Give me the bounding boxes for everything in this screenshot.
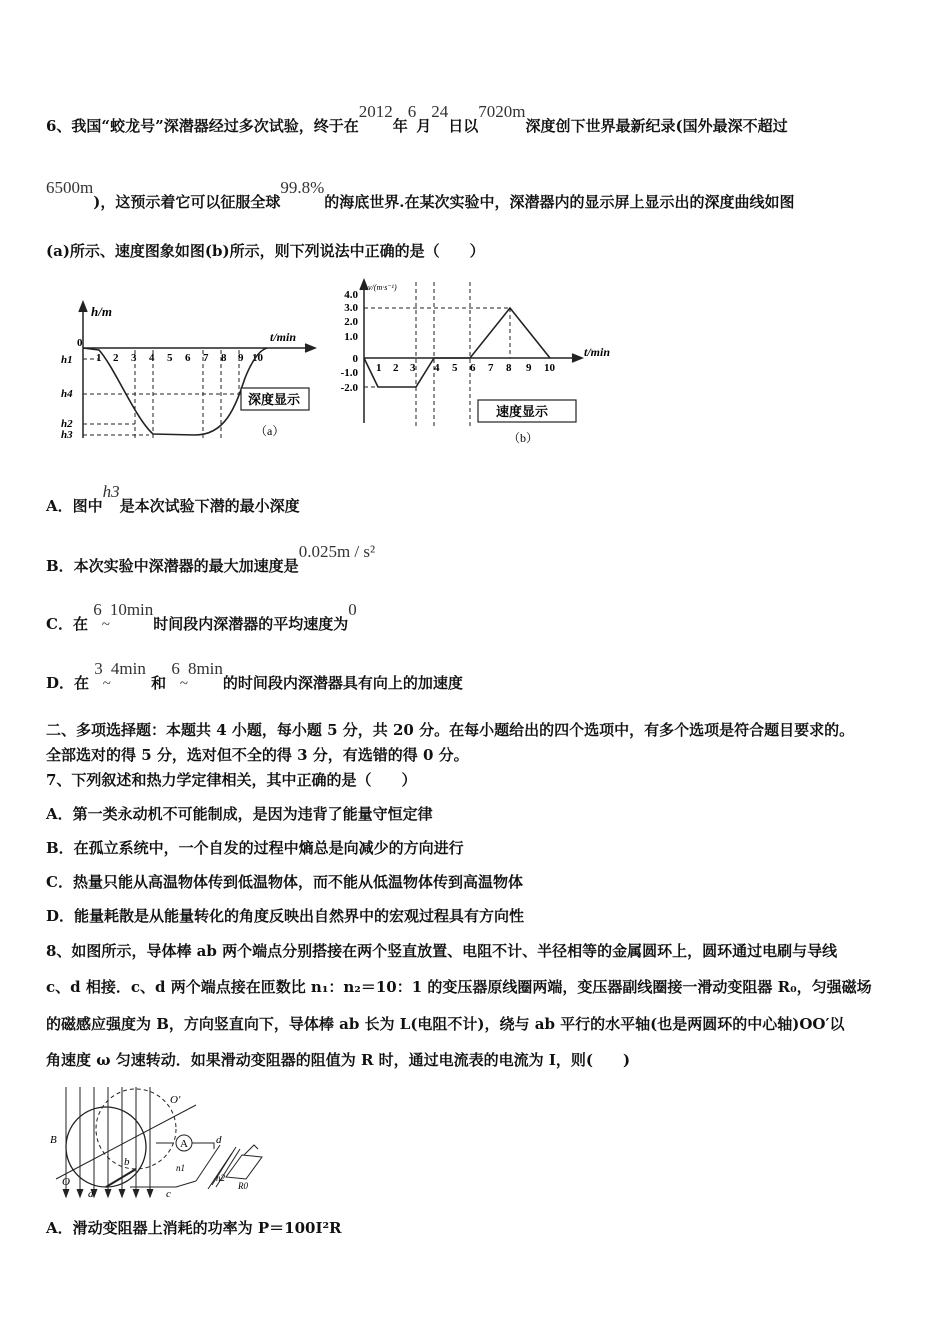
- label-O-prime: O′: [170, 1094, 181, 1106]
- q6-line3: (a)所示、速度图象如图(b)所示，则下列说法中正确的是（ ）: [46, 242, 485, 260]
- section2-line1: 二、多项选择题：本题共 4 小题，每小题 5 分，共 20 分。在每小题给出的四个选项中，有多个选项是符合题目要求的。: [46, 721, 855, 739]
- fig-a-ylabel: h/m: [91, 304, 112, 319]
- q8-option-a: A．滑动变阻器上消耗的功率为 P＝100I²R: [46, 1219, 342, 1237]
- magnetic-field-lines: [63, 1087, 153, 1197]
- q7-option-a: A．第一类永动机不可能制成，是因为违背了能量守恒定律: [46, 805, 433, 823]
- fig-b-xtick: 10: [544, 362, 555, 374]
- q6-option-b: B．本次实验中深潜器的最大加速度是0.025m / s²: [46, 542, 376, 575]
- fig-b-xtick: 9: [526, 362, 532, 374]
- fig-a-box-label: 深度显示: [248, 392, 301, 407]
- section2-line2: 全部选对的得 5 分，选对但不全的得 3 分，有选错的得 0 分。: [46, 746, 469, 764]
- fig-b-xtick: 6: [470, 362, 476, 374]
- fig-a-tick: 10: [252, 352, 263, 364]
- h3-label: h3: [61, 429, 73, 441]
- label-R0: R0: [238, 1181, 248, 1191]
- label-b: b: [124, 1156, 130, 1168]
- q6-line2: 6500m)，这预示着它可以征服全球99.8%的海底世界.在某次实验中，深潜器内的显示屏上显示出的深度曲线如图: [46, 178, 795, 211]
- fig-b-xtick: 7: [488, 362, 494, 374]
- fig-a-tick: 6: [185, 352, 191, 364]
- fig-a-tick: 3: [131, 352, 137, 364]
- q6-line1: 6、我国“蛟龙号”深潜器经过多次试验，终于在2012年6月24日以7020m深度创下世界最新纪录(国外最深不超过: [46, 102, 788, 135]
- label-B: B: [50, 1134, 57, 1146]
- figure-q8-circuit: [46, 1085, 276, 1203]
- figure-b-velocity: [318, 278, 638, 448]
- fig-b-ytick: -2.0: [340, 382, 358, 394]
- fig-b-ytick: 2.0: [344, 316, 358, 328]
- fig-b-ylabel: v/(m·s⁻¹): [368, 283, 397, 292]
- h1-label: h1: [61, 354, 73, 366]
- fig-a-tick: 1: [96, 352, 102, 364]
- q6-option-a: A．图中h3是本次试验下潜的最小深度: [46, 482, 300, 515]
- fig-b-ytick: 4.0: [344, 289, 358, 301]
- depth-math: 7020m: [478, 102, 526, 121]
- label-n2: n2: [216, 1173, 225, 1183]
- q7-option-c: C．热量只能从高温物体传到低温物体，而不能从低温物体传到高温物体: [46, 873, 523, 891]
- fig-a-ticks: [96, 352, 264, 364]
- percent-math: 99.8%: [280, 178, 325, 197]
- figure-a-depth: [55, 298, 320, 448]
- fig-b-caption: （b）: [508, 431, 539, 445]
- ring-front: [66, 1107, 146, 1187]
- q8-line2: c、d 相接．c、d 两个端点接在匝数比 n₁：n₂＝10：1 的变压器原线圈两端，变压器副线圈接一滑动变阻器 R₀，匀强磁场: [46, 978, 872, 996]
- accel-math: 0.025m / s²: [298, 542, 376, 561]
- fig-a-tick: 4: [149, 352, 155, 364]
- h4-label: h4: [61, 388, 73, 400]
- fig-a-tick: 2: [113, 352, 119, 364]
- q8-line3: 的磁感应强度为 B，方向竖直向下，导体棒 ab 长为 L(电阻不计)，绕与 ab 平行的水平轴(也是两圆环的中心轴)OO′以: [46, 1015, 845, 1033]
- fig-a-tick: 5: [167, 352, 173, 364]
- fig-b-xtick: 5: [452, 362, 458, 374]
- h3-math: h3: [102, 482, 120, 501]
- fig-b-xtick: 8: [506, 362, 512, 374]
- ammeter-label: A: [180, 1138, 188, 1150]
- fig-b-box-label: 速度显示: [496, 404, 549, 419]
- label-d: d: [216, 1134, 222, 1146]
- q6-option-d: D．在 3~4min 和 6~8min的时间段内深潜器具有向上的加速度: [46, 659, 463, 692]
- q8-line4: 角速度 ω 匀速转动．如果滑动变阻器的阻值为 R 时，通过电流表的电流为 I，则( ): [46, 1051, 631, 1069]
- q6-option-c: C．在 6~10min时间段内深潜器的平均速度为0: [46, 600, 357, 633]
- q8-line1: 8、如图所示，导体棒 ab 两个端点分别搭接在两个竖直放置、电阻不计、半径相等的金属圆环上，圆环通过电刷与导线: [46, 942, 838, 960]
- q7-option-d: D．能量耗散是从能量转化的角度反映出自然界中的宏观过程具有方向性: [46, 907, 525, 925]
- fig-b-xtick: 3: [410, 362, 416, 374]
- depth2-math: 6500m: [46, 178, 94, 197]
- fig-a-xlabel: t/min: [270, 330, 297, 344]
- h2-label: h2: [61, 418, 73, 430]
- year-math: 2012: [358, 102, 393, 121]
- fig-b-ytick: 0: [352, 353, 358, 365]
- fig-b-ytick: -1.0: [340, 367, 358, 379]
- fig-a-tick: 7: [203, 352, 209, 364]
- fig-b-ytick: 1.0: [344, 331, 358, 343]
- fig-a-caption: （a）: [255, 424, 285, 438]
- fig-b-xtick: 1: [376, 362, 382, 374]
- velocity-curve: [364, 308, 550, 387]
- month-math: 6: [407, 102, 417, 121]
- label-O: O: [62, 1176, 70, 1188]
- fig-b-xtick: 2: [393, 362, 399, 374]
- q7-option-b: B．在孤立系统中，一个自发的过程中熵总是向减少的方向进行: [46, 839, 464, 857]
- fig-b-xtick: 4: [434, 362, 440, 374]
- label-a: a: [88, 1188, 94, 1200]
- label-n1: n1: [176, 1163, 185, 1173]
- fig-b-ytick: 3.0: [344, 302, 358, 314]
- q7-stem: 7、下列叙述和热力学定律相关，其中正确的是（ ）: [46, 771, 417, 789]
- fig-b-xlabel: t/min: [584, 345, 611, 359]
- fig-a-origin: 0: [77, 337, 83, 349]
- fig-a-tick: 8: [221, 352, 227, 364]
- axes-a: [79, 302, 315, 438]
- fig-a-tick: 9: [238, 352, 244, 364]
- label-c: c: [166, 1188, 171, 1200]
- day-math: 24: [431, 102, 449, 121]
